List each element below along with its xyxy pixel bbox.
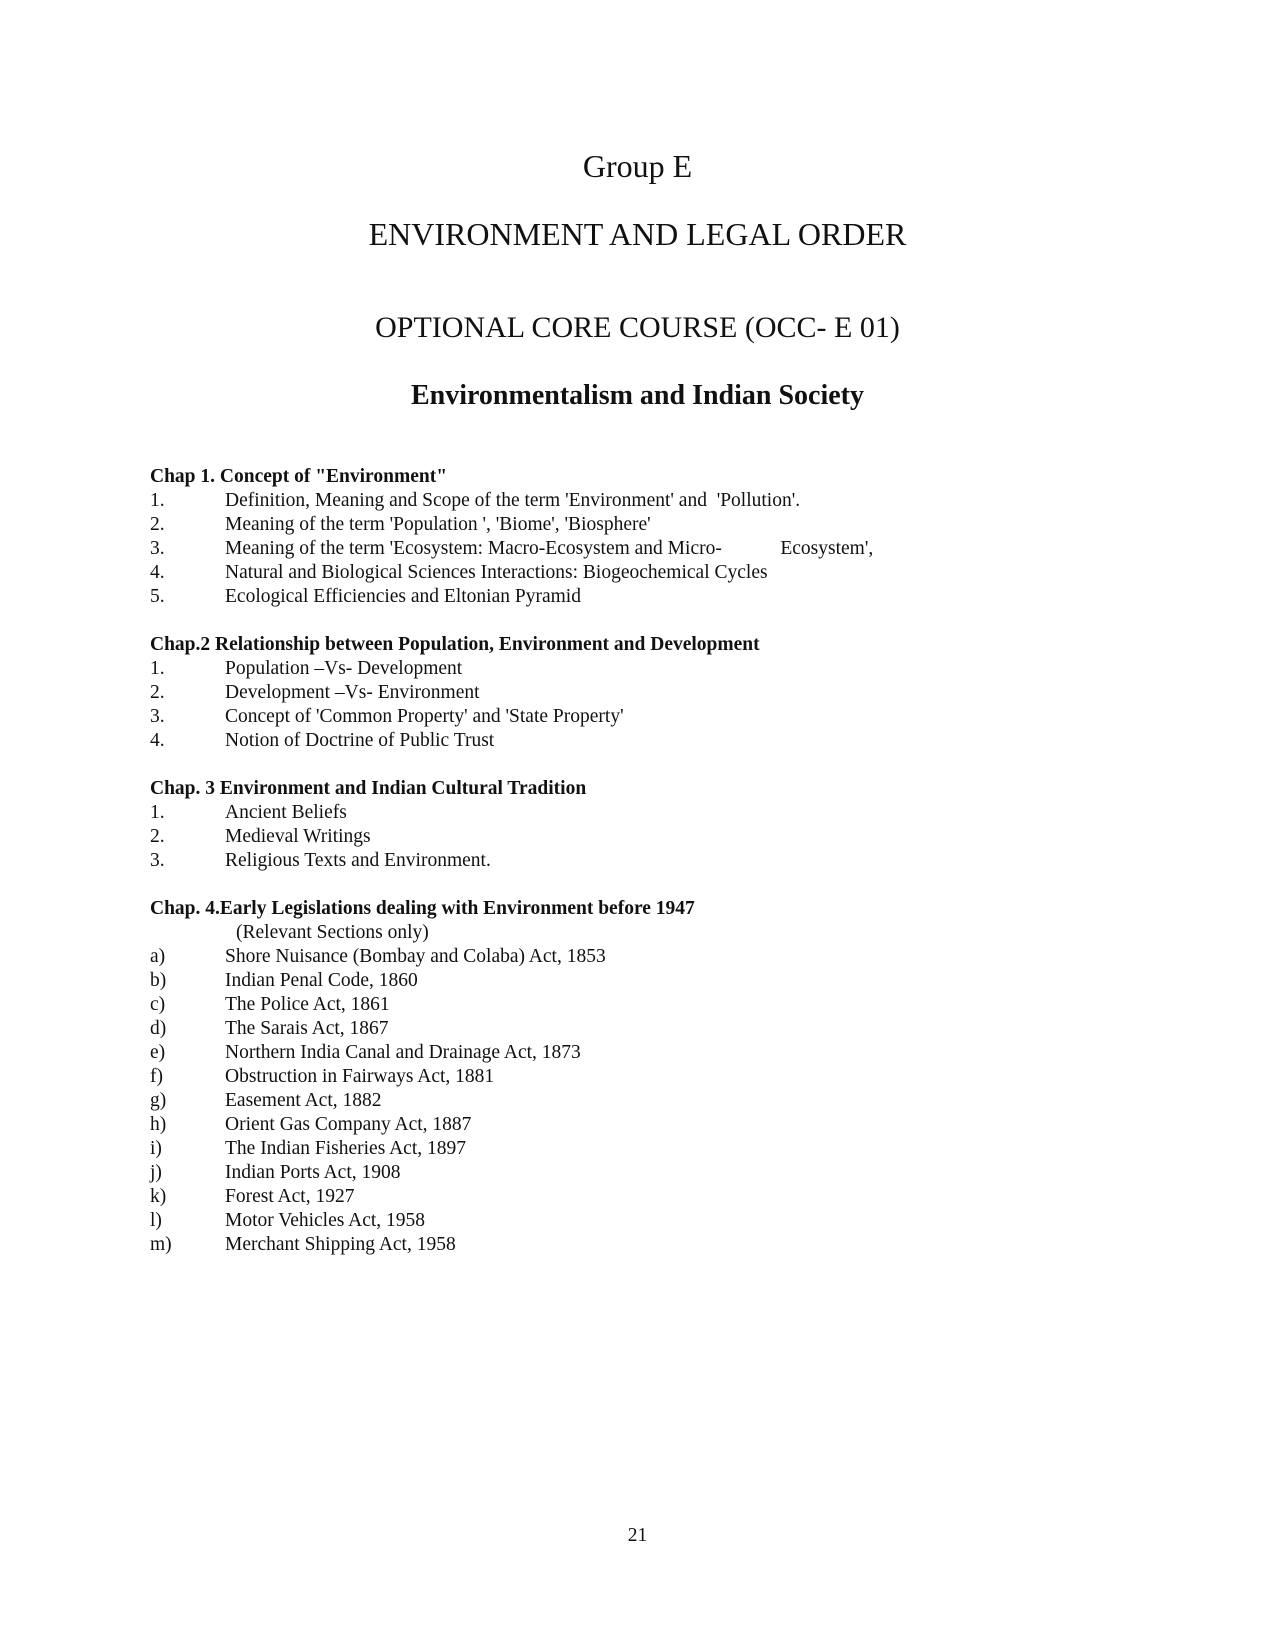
list-item — [150, 825, 1150, 849]
list-item — [150, 1017, 1150, 1041]
list-item-number: i) — [150, 1138, 162, 1159]
list-item — [150, 1209, 1150, 1233]
list-item — [150, 705, 1150, 729]
list-item-text: Development –Vs- Environment — [225, 682, 480, 703]
list-item — [150, 1089, 1150, 1113]
list-item — [150, 729, 1150, 753]
course-code: OPTIONAL CORE COURSE (OCC- E 01) — [375, 311, 900, 344]
list-item — [150, 993, 1150, 1017]
list-item — [150, 1137, 1150, 1161]
section-spacer — [150, 753, 1150, 777]
list-item-text: Merchant Shipping Act, 1958 — [225, 1234, 456, 1255]
list-item — [150, 513, 1150, 537]
list-item-text: Ecological Efficiencies and Eltonian Pyramid — [225, 586, 581, 607]
list-item — [150, 1041, 1150, 1065]
list-item-number: g) — [150, 1090, 167, 1111]
section-spacer — [150, 609, 1150, 633]
list-item-text: Indian Ports Act, 1908 — [225, 1162, 401, 1183]
list-item-number: 1. — [150, 658, 165, 679]
chapter-title: Chap 1. Concept of "Environment" — [150, 466, 448, 487]
list-item-number: 4. — [150, 562, 165, 583]
list-item-number: 3. — [150, 850, 165, 871]
list-item-text: Motor Vehicles Act, 1958 — [225, 1210, 426, 1231]
list-item — [150, 657, 1150, 681]
chapter-section — [150, 777, 1150, 873]
chapter-title: Chap. 4.Early Legislations dealing with Environment before 1947 — [150, 898, 695, 919]
list-item-text: Natural and Biological Sciences Interactions: Biogeochemical Cycles — [225, 562, 768, 583]
document-title: ENVIRONMENT AND LEGAL ORDER — [368, 216, 907, 252]
list-item — [150, 849, 1150, 873]
list-item-number: h) — [150, 1114, 167, 1135]
list-item-number: f) — [150, 1066, 163, 1087]
group-title: Group E — [582, 148, 693, 184]
list-item — [150, 537, 1150, 561]
list-item-text: Medieval Writings — [225, 826, 371, 847]
section-spacer — [150, 873, 1150, 897]
list-item-text: Shore Nuisance (Bombay and Colaba) Act, 1853 — [225, 946, 606, 967]
course-name: Environmentalism and Indian Society — [410, 380, 865, 411]
list-item-number: 2. — [150, 682, 165, 703]
list-item-text: Northern India Canal and Drainage Act, 1873 — [225, 1042, 581, 1063]
list-item — [150, 969, 1150, 993]
list-item-text: Definition, Meaning and Scope of the term 'Environment' and 'Pollution'. — [225, 490, 801, 511]
list-item-number: e) — [150, 1042, 166, 1063]
list-item — [150, 1233, 1150, 1257]
list-item-text: Indian Penal Code, 1860 — [225, 970, 418, 991]
chapter-section — [150, 465, 1150, 609]
list-item-number: c) — [150, 994, 166, 1015]
list-item-number: a) — [150, 946, 166, 967]
list-item-number: b) — [150, 970, 167, 991]
list-item-number: 2. — [150, 514, 165, 535]
list-item-number: 3. — [150, 538, 165, 559]
list-item-text: The Police Act, 1861 — [225, 994, 390, 1015]
list-item-number: l) — [150, 1210, 162, 1231]
chapter-title: Chap.2 Relationship between Population, Environment and Development — [150, 634, 760, 655]
list-item-number: 2. — [150, 826, 165, 847]
list-item-text: Meaning of the term 'Population ', 'Biome', 'Biosphere' — [225, 514, 651, 535]
list-item-text: The Indian Fisheries Act, 1897 — [225, 1138, 466, 1159]
list-item — [150, 585, 1150, 609]
list-item-text: Religious Texts and Environment. — [225, 850, 491, 871]
list-item — [150, 681, 1150, 705]
list-item — [150, 1065, 1150, 1089]
list-item — [150, 1113, 1150, 1137]
list-item — [150, 1161, 1150, 1185]
list-item-text: Ancient Beliefs — [225, 802, 347, 823]
list-item — [150, 1185, 1150, 1209]
list-item-text: The Sarais Act, 1867 — [225, 1018, 389, 1039]
list-item-text: Orient Gas Company Act, 1887 — [225, 1114, 472, 1135]
list-item-text: Notion of Doctrine of Public Trust — [225, 730, 495, 751]
list-item — [150, 489, 1150, 513]
list-item-number: k) — [150, 1186, 167, 1207]
page-number: 21 — [627, 1525, 648, 1546]
list-item-text: Concept of 'Common Property' and 'State Property' — [225, 706, 624, 727]
list-item-text: Obstruction in Fairways Act, 1881 — [225, 1066, 495, 1087]
list-item — [150, 945, 1150, 969]
list-item-text: Meaning of the term 'Ecosystem: Macro-Ecosystem and Micro- Ecosystem', — [225, 538, 874, 559]
list-item-number: 3. — [150, 706, 165, 727]
list-item-number: d) — [150, 1018, 167, 1039]
list-item-number: 5. — [150, 586, 165, 607]
syllabus-content — [150, 465, 1150, 1257]
list-item-number: m) — [150, 1234, 172, 1255]
list-item-number: 4. — [150, 730, 165, 751]
list-item-text: Population –Vs- Development — [225, 658, 463, 679]
chapter-section — [150, 633, 1150, 753]
list-item-number: 1. — [150, 802, 165, 823]
chapter-section — [150, 897, 1150, 1257]
list-item-number: j) — [150, 1162, 162, 1183]
chapter-title: Chap. 3 Environment and Indian Cultural Tradition — [150, 778, 587, 799]
chapter-subtitle: (Relevant Sections only) — [236, 922, 429, 943]
list-item-text: Forest Act, 1927 — [225, 1186, 355, 1207]
list-item-number: 1. — [150, 490, 165, 511]
list-item — [150, 801, 1150, 825]
list-item — [150, 561, 1150, 585]
list-item-text: Easement Act, 1882 — [225, 1090, 382, 1111]
